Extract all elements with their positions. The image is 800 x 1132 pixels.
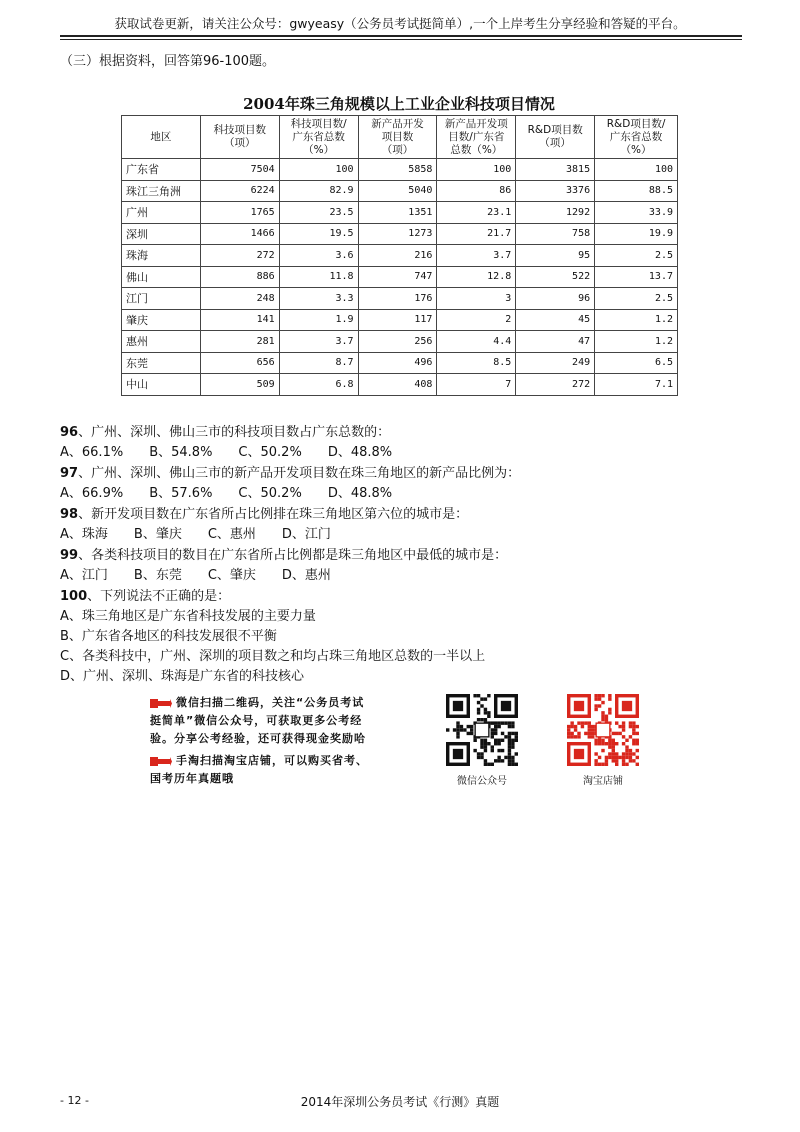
- question-number: 98: [60, 507, 79, 522]
- question-97: [60, 464, 520, 484]
- wechat-qr-caption: 微信公众号: [457, 776, 507, 787]
- value-cell: 3815: [516, 159, 595, 181]
- region-cell: 中山: [122, 374, 201, 396]
- option-b: B、广东省各地区的科技发展很不平衡: [60, 629, 277, 644]
- value-cell: 3: [437, 288, 516, 310]
- question-number: 97: [60, 466, 79, 481]
- value-cell: 3.7: [279, 331, 358, 353]
- table-row: [122, 352, 678, 374]
- value-cell: 1765: [200, 202, 279, 224]
- header-rule-thin: [60, 39, 742, 40]
- value-cell: 100: [279, 159, 358, 181]
- column-header: [358, 116, 437, 159]
- value-cell: 656: [200, 352, 279, 374]
- section-intro: （三）根据资料，回答第96-100题。: [60, 54, 276, 69]
- taobao-qr-caption: 淘宝店铺: [583, 776, 623, 787]
- promo-line: 国考历年真题哦: [150, 772, 234, 785]
- value-cell: 100: [595, 159, 678, 181]
- value-cell: 19.9: [595, 223, 678, 245]
- table-row: [122, 266, 678, 288]
- option-b: B、肇庆: [133, 527, 182, 542]
- value-cell: 1.2: [595, 331, 678, 353]
- value-cell: 7: [437, 374, 516, 396]
- qr-code-icon: [446, 694, 518, 766]
- table-row: [122, 223, 678, 245]
- pointing-hand-icon: [150, 756, 172, 767]
- value-cell: 1273: [358, 223, 437, 245]
- table-row: [122, 202, 678, 224]
- value-cell: 272: [516, 374, 595, 396]
- region-cell: 江门: [122, 288, 201, 310]
- value-cell: 96: [516, 288, 595, 310]
- value-cell: 176: [358, 288, 437, 310]
- region-cell: 广东省: [122, 159, 201, 181]
- column-header: [279, 116, 358, 159]
- question-99-options: [60, 566, 357, 586]
- footer-title: 2014年深圳公务员考试《行测》真题: [300, 1095, 500, 1109]
- column-header: [595, 116, 678, 159]
- page-number: - 12 -: [60, 1094, 89, 1107]
- wechat-qr-code[interactable]: [446, 694, 518, 770]
- table-row: [122, 245, 678, 267]
- value-cell: 3.3: [279, 288, 358, 310]
- table-title: 2004年珠三角规模以上工业企业科技项目情况: [243, 95, 555, 113]
- value-cell: 45: [516, 309, 595, 331]
- value-cell: 141: [200, 309, 279, 331]
- question-text: 、各类科技项目的数目在广东省所占比例都是珠三角地区中最低的城市是：: [78, 548, 508, 563]
- value-cell: 86: [437, 180, 516, 202]
- question-text: 、广州、深圳、佛山三市的科技项目数占广东总数的：: [78, 425, 391, 440]
- promo-line: 手淘扫描淘宝店铺，可以购买省考、: [150, 752, 440, 770]
- question-number: 96: [60, 425, 79, 440]
- value-cell: 1466: [200, 223, 279, 245]
- option-d: D、48.8%: [327, 445, 393, 460]
- header-line: 新产品开发项: [444, 117, 508, 130]
- option-c: C、50.2%: [238, 445, 302, 460]
- value-cell: 12.8: [437, 266, 516, 288]
- value-cell: 2: [437, 309, 516, 331]
- question-98-options: [60, 525, 357, 545]
- table-row: [122, 288, 678, 310]
- value-cell: 21.7: [437, 223, 516, 245]
- value-cell: 3376: [516, 180, 595, 202]
- promo-line: 验。分享公考经验，还可获得现金奖励哈: [150, 732, 366, 745]
- value-cell: 3.7: [437, 245, 516, 267]
- question-text: 、广州、深圳、佛山三市的新产品开发项目数在珠三角地区的新产品比例为：: [78, 466, 521, 481]
- table-row: [122, 374, 678, 396]
- value-cell: 249: [516, 352, 595, 374]
- value-cell: 47: [516, 331, 595, 353]
- value-cell: 216: [358, 245, 437, 267]
- value-cell: 82.9: [279, 180, 358, 202]
- header-line: （项）: [539, 137, 571, 149]
- question-96: [60, 423, 390, 443]
- value-cell: 95: [516, 245, 595, 267]
- header-line: （项）: [223, 137, 256, 149]
- region-cell: 深圳: [122, 223, 201, 245]
- table-row: [122, 309, 678, 331]
- header-line: 总数（%）: [450, 143, 503, 156]
- column-header: [437, 116, 516, 159]
- header-line: R&D项目数: [527, 124, 583, 136]
- value-cell: 496: [358, 352, 437, 374]
- value-cell: 5040: [358, 180, 437, 202]
- value-cell: 23.1: [437, 202, 516, 224]
- option-c: C、各类科技中，广州、深圳的项目数之和均占珠三角地区总数的一半以上: [60, 649, 486, 664]
- question-99: [60, 546, 507, 566]
- header-line: 项目数: [381, 130, 414, 143]
- value-cell: 6224: [200, 180, 279, 202]
- column-header: [122, 116, 201, 159]
- question-text: 、下列说法不正确的是：: [87, 589, 231, 604]
- header-line: 新产品开发: [371, 117, 424, 130]
- value-cell: 6.8: [279, 374, 358, 396]
- option-d: D、惠州: [281, 568, 331, 583]
- header-line: 广东省总数: [609, 130, 663, 143]
- value-cell: 522: [516, 266, 595, 288]
- option-b: B、54.8%: [149, 445, 213, 460]
- value-cell: 1292: [516, 202, 595, 224]
- value-cell: 758: [516, 223, 595, 245]
- option-a: A、珠三角地区是广东省科技发展的主要力量: [60, 609, 316, 624]
- region-cell: 东莞: [122, 352, 201, 374]
- value-cell: 6.5: [595, 352, 678, 374]
- page-header: 获取试卷更新，请关注公众号：gwyeasy（公务员考试挺简单）,一个上岸考生分享经验和答疑的平台。: [114, 16, 686, 31]
- region-cell: 广州: [122, 202, 201, 224]
- question-98: [60, 505, 468, 525]
- option-d: D、48.8%: [327, 486, 393, 501]
- option-b: B、东莞: [133, 568, 182, 583]
- question-96-options: [60, 443, 418, 463]
- header-line: R&D项目数/: [606, 117, 666, 130]
- option-d: D、广州、深圳、珠海是广东省的科技核心: [60, 669, 305, 684]
- option-a: A、66.9%: [60, 486, 124, 501]
- promo-line: 挺简单”微信公众号，可获取更多公考经: [150, 714, 363, 727]
- question-97-options: [60, 484, 418, 504]
- value-cell: 1.2: [595, 309, 678, 331]
- header-line: （%）: [620, 143, 652, 156]
- value-cell: 1351: [358, 202, 437, 224]
- table-row: [122, 331, 678, 353]
- table-row: [122, 159, 678, 181]
- option-c: C、惠州: [207, 527, 256, 542]
- value-cell: 3.6: [279, 245, 358, 267]
- value-cell: 5858: [358, 159, 437, 181]
- promo-line: 微信扫描二维码，关注“公务员考试: [150, 694, 440, 712]
- value-cell: 2.5: [595, 288, 678, 310]
- value-cell: 509: [200, 374, 279, 396]
- value-cell: 256: [358, 331, 437, 353]
- question-text: 、新开发项目数在广东省所占比例排在珠三角地区第六位的城市是：: [78, 507, 469, 522]
- value-cell: 33.9: [595, 202, 678, 224]
- pointing-hand-icon: [150, 698, 172, 709]
- value-cell: 88.5: [595, 180, 678, 202]
- header-line: 目数/广东省: [448, 130, 505, 143]
- value-cell: 117: [358, 309, 437, 331]
- value-cell: 281: [200, 331, 279, 353]
- header-rule: [60, 35, 742, 37]
- header-line: （项）: [381, 143, 414, 156]
- option-b: B、57.6%: [149, 486, 213, 501]
- value-cell: 19.5: [279, 223, 358, 245]
- value-cell: 100: [437, 159, 516, 181]
- table-header-row: [122, 116, 678, 159]
- value-cell: 8.5: [437, 352, 516, 374]
- option-c: C、50.2%: [238, 486, 302, 501]
- table-row: [122, 180, 678, 202]
- region-cell: 佛山: [122, 266, 201, 288]
- column-header: [516, 116, 595, 159]
- value-cell: 8.7: [279, 352, 358, 374]
- region-cell: 惠州: [122, 331, 201, 353]
- option-a: A、珠海: [60, 527, 108, 542]
- region-cell: 珠海: [122, 245, 201, 267]
- header-line: 广东省总数: [292, 130, 345, 143]
- qr-code-icon: [567, 694, 639, 766]
- question-number: 100: [60, 589, 88, 604]
- promo-text: [150, 694, 440, 788]
- question-100: [60, 587, 230, 607]
- option-a: A、江门: [60, 568, 108, 583]
- header-line: （%）: [303, 143, 335, 156]
- value-cell: 13.7: [595, 266, 678, 288]
- value-cell: 1.9: [279, 309, 358, 331]
- value-cell: 11.8: [279, 266, 358, 288]
- value-cell: 23.5: [279, 202, 358, 224]
- option-d: D、江门: [281, 527, 331, 542]
- taobao-qr-code[interactable]: [567, 694, 639, 770]
- value-cell: 4.4: [437, 331, 516, 353]
- value-cell: 248: [200, 288, 279, 310]
- value-cell: 886: [200, 266, 279, 288]
- column-header: [200, 116, 279, 159]
- option-a: A、66.1%: [60, 445, 124, 460]
- header-line: 地区: [150, 130, 172, 143]
- region-cell: 肇庆: [122, 309, 201, 331]
- value-cell: 2.5: [595, 245, 678, 267]
- value-cell: 7.1: [595, 374, 678, 396]
- value-cell: 408: [358, 374, 437, 396]
- value-cell: 7504: [200, 159, 279, 181]
- option-c: C、肇庆: [207, 568, 256, 583]
- header-line: 科技项目数: [213, 124, 266, 136]
- header-line: 科技项目数/: [290, 117, 347, 130]
- data-table: [121, 115, 678, 396]
- value-cell: 747: [358, 266, 437, 288]
- value-cell: 272: [200, 245, 279, 267]
- question-number: 99: [60, 548, 79, 563]
- region-cell: 珠江三角洲: [122, 180, 201, 202]
